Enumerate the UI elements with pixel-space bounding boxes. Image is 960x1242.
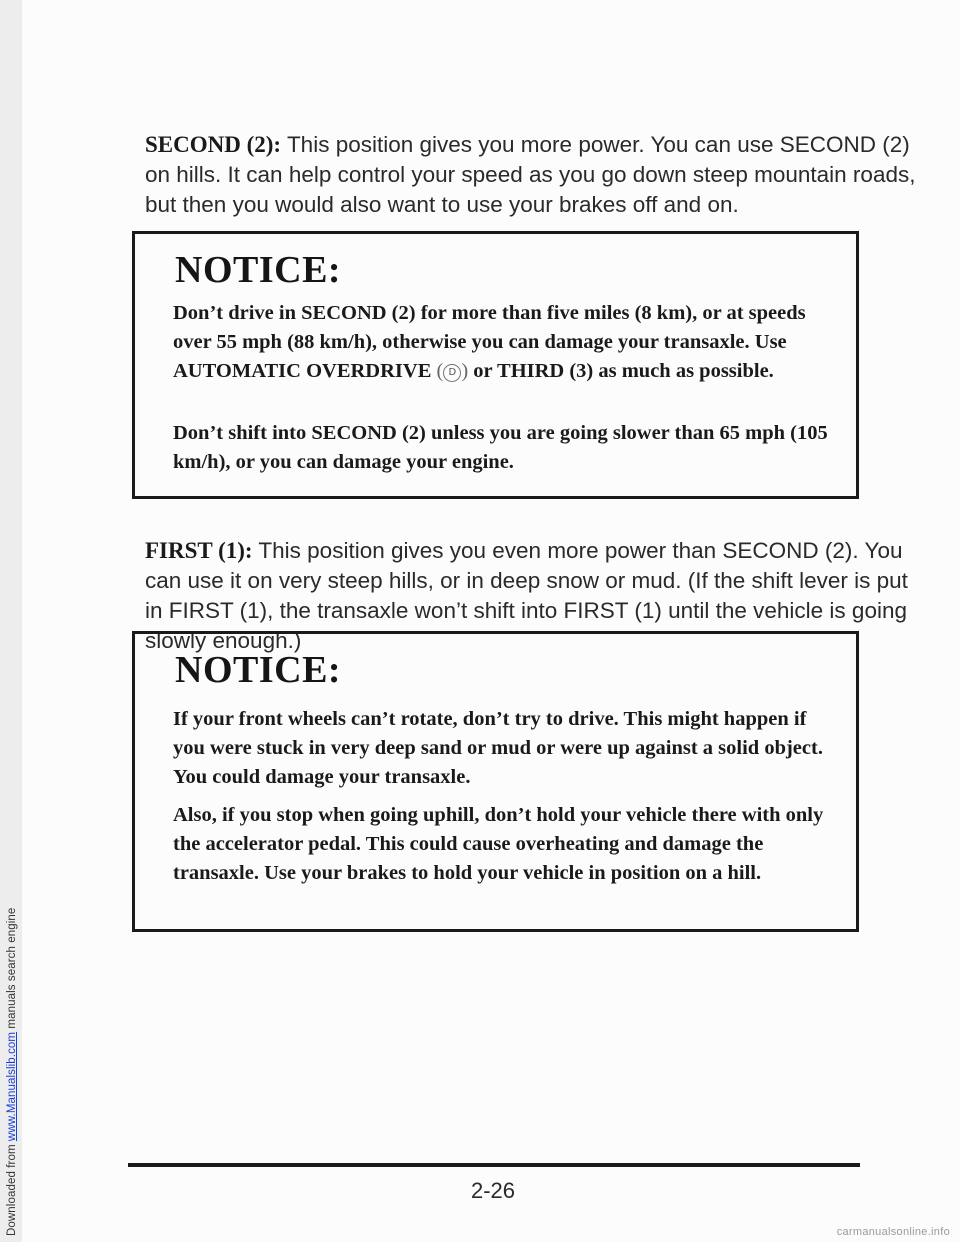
notice-box-first-gear — [132, 631, 859, 932]
notice-text-part: Don’t drive in SECOND (2) for more than five miles (8 km), or at speeds over 55 mph (88 km/h), otherwise you can damage your transaxle. Use AUTOMATIC OVERDRIVE — [173, 302, 806, 382]
overdrive-d-icon: D — [443, 364, 461, 382]
notice-paragraph: Also, if you stop when going uphill, don’t hold your vehicle there with only the accelerator pedal. This could cause overheating and damage the transaxle. Use your brakes to hold your vehicle in position on a hill. — [173, 804, 824, 884]
manualslib-link[interactable]: www.Manualslib.com — [6, 1031, 18, 1142]
overdrive-paren-close: ) — [461, 360, 469, 382]
first-gear-text: This position gives you even more power than SECOND (2). You can use it on very steep hills, or in deep snow or mud. (If the shift lever is put in FIRST (1), the transaxle won’t shift into FIRST (1) until the vehicle is going slowly enough.) — [145, 538, 908, 653]
notice-title: NOTICE: — [175, 249, 342, 291]
watermark-text: carmanualsonline.info — [836, 1226, 950, 1238]
page-number: 2-26 — [470, 1178, 516, 1203]
first-gear-term: FIRST (1): — [145, 538, 253, 563]
download-caption-suffix: manuals search engine — [6, 907, 18, 1032]
second-gear-text: This position gives you more power. You can use SECOND (2) on hills. It can help control your speed as you go down steep mountain roads, but then you would also want to use your brakes off and on. — [145, 132, 916, 217]
overdrive-paren-open: ( — [436, 360, 444, 382]
notice-title: NOTICE: — [175, 649, 342, 691]
second-gear-paragraph — [145, 130, 925, 220]
download-caption-prefix: Downloaded from — [6, 1141, 18, 1236]
notice-paragraph: Don’t shift into SECOND (2) unless you are going slower than 65 mph (105 km/h), or you can damage your engine. — [173, 422, 828, 473]
notice-text-part: or THIRD (3) as much as possible. — [468, 360, 774, 382]
notice-paragraph: If your front wheels can’t rotate, don’t try to drive. This might happen if you were stuck in very deep sand or mud or were up against a solid object. You could damage your transaxle. — [173, 708, 823, 788]
second-gear-term: SECOND (2): — [145, 132, 282, 157]
notice-paragraph — [173, 299, 843, 386]
footer-rule — [128, 1163, 860, 1167]
notice-box-second-gear — [132, 231, 859, 499]
